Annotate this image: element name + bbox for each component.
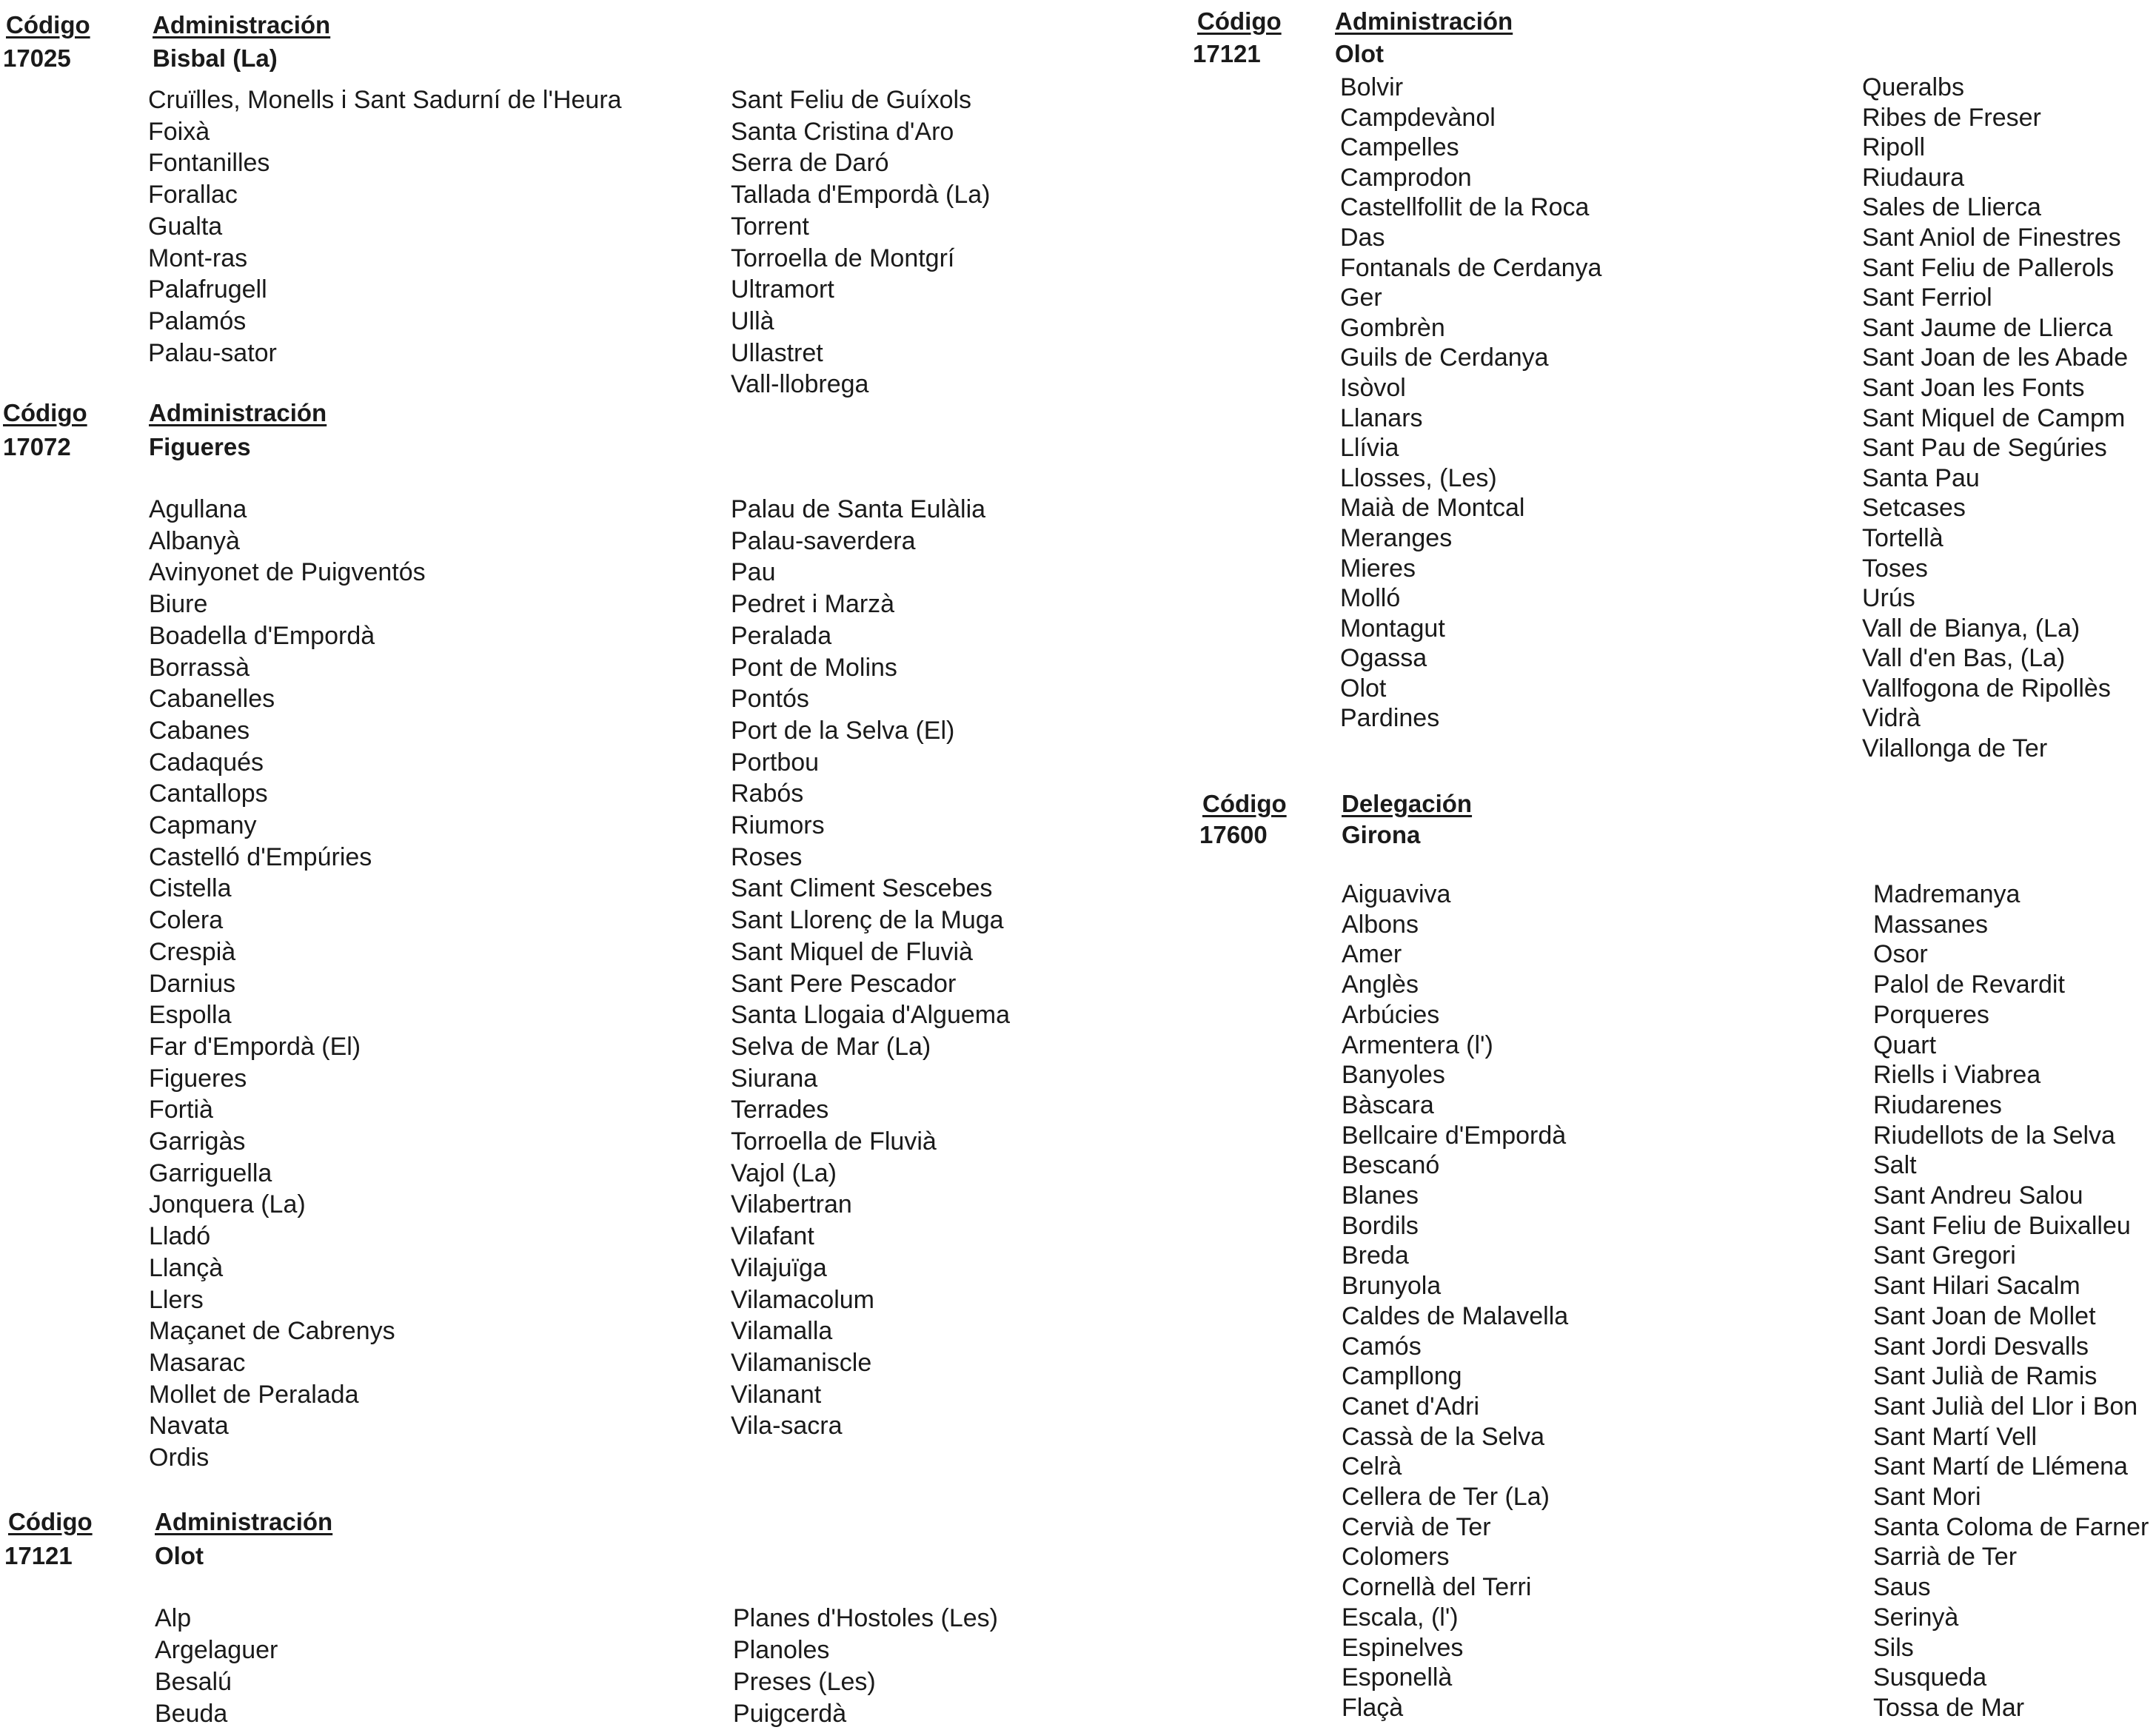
municipality-item: Vila-sacra (731, 1412, 843, 1441)
municipality-item: Fortià (149, 1096, 213, 1124)
municipality-item: Cellera de Ter (La) (1342, 1483, 1550, 1512)
municipality-item: Rabós (731, 779, 804, 808)
municipality-item: Urús (1862, 584, 1915, 613)
municipality-item: Preses (Les) (733, 1668, 876, 1696)
municipality-item: Meranges (1340, 523, 1453, 552)
municipality-item: Mieres (1340, 554, 1416, 583)
municipality-item: Gualta (148, 212, 223, 241)
municipality-item: Vajol (La) (731, 1159, 837, 1187)
municipality-item: Biure (149, 590, 208, 619)
office-name: Figueres (149, 433, 251, 460)
municipality-item: Vilamalla (731, 1317, 833, 1346)
municipality-item: Serra de Daró (731, 149, 889, 178)
municipality-item: Torroella de Fluvià (731, 1127, 937, 1156)
municipality-item: Tortellà (1862, 523, 1944, 552)
municipality-item: Albons (1342, 910, 1419, 939)
municipality-item: Crespià (149, 937, 236, 966)
municipality-item: Sant Martí Vell (1873, 1422, 2038, 1451)
municipality-item: Guils de Cerdanya (1340, 343, 1549, 372)
municipality-item: Campelles (1340, 133, 1459, 162)
municipality-item: Ordis (149, 1444, 210, 1472)
municipality-item: Camós (1342, 1332, 1422, 1361)
municipality-item: Jonquera (La) (149, 1190, 306, 1219)
municipality-item: Garriguella (149, 1159, 272, 1187)
municipality-item: Forallac (148, 181, 238, 209)
code-label: Código (6, 11, 90, 38)
municipality-item: Sant Joan de les Abade (1862, 343, 2129, 372)
municipality-item: Pontós (731, 685, 809, 714)
municipality-item: Canet d'Adri (1342, 1392, 1480, 1421)
municipality-item: Fontanilles (148, 149, 270, 178)
municipality-item: Campdevànol (1340, 103, 1496, 132)
administration-label: Administración (155, 1508, 333, 1535)
municipality-item: Santa Coloma de Farner (1873, 1512, 2149, 1541)
municipality-item: Far d'Empordà (El) (149, 1032, 361, 1061)
municipality-item: Sant Pere Pescador (731, 969, 957, 998)
municipality-item: Vilamacolum (731, 1285, 875, 1314)
municipality-item: Lladó (149, 1222, 211, 1251)
municipality-item: Flaçà (1342, 1693, 1404, 1722)
municipality-item: Serinyà (1873, 1603, 1959, 1632)
municipality-item: Cabanelles (149, 685, 275, 714)
municipality-list-col1 (1342, 879, 1568, 1723)
municipality-item: Torroella de Montgrí (731, 244, 955, 272)
municipality-item: Riumors (731, 811, 825, 840)
municipality-item: Palamós (148, 306, 247, 335)
municipality-item: Mont-ras (148, 244, 248, 272)
municipality-item: Sant Joan les Fonts (1862, 373, 2085, 402)
municipality-list-col2 (731, 84, 990, 400)
municipality-item: Blanes (1342, 1181, 1419, 1210)
municipality-item: Planes d'Hostoles (Les) (733, 1604, 998, 1632)
municipality-item: Palau-saverdera (731, 526, 916, 555)
municipality-item: Osor (1873, 940, 1928, 969)
municipality-item: Vilajuïga (731, 1253, 827, 1282)
municipality-item: Mollet de Peralada (149, 1380, 359, 1409)
municipality-item: Caldes de Malavella (1342, 1301, 1569, 1330)
municipality-item: Celrà (1342, 1452, 1402, 1481)
office-code: 17121 (1193, 40, 1261, 67)
municipality-item: Toses (1862, 554, 1928, 583)
code-label: Código (1202, 790, 1287, 817)
municipality-item: Colomers (1342, 1543, 1450, 1572)
municipality-item: Pardines (1340, 704, 1440, 733)
municipality-item: Quart (1873, 1030, 1937, 1059)
municipality-item: Tallada d'Empordà (La) (731, 181, 991, 209)
municipality-item: Torrent (731, 212, 809, 241)
municipality-item: Maçanet de Cabrenys (149, 1317, 395, 1346)
municipality-item: Anglès (1342, 970, 1419, 999)
municipality-item: Riudellots de la Selva (1873, 1121, 2115, 1150)
municipality-item: Figueres (149, 1064, 247, 1093)
municipality-item: Sant Miquel de Campm (1862, 403, 2126, 432)
municipality-item: Espolla (149, 1001, 232, 1030)
office-code: 17600 (1199, 821, 1268, 848)
municipality-item: Roses (731, 842, 803, 871)
municipality-item: Port de la Selva (El) (731, 716, 955, 745)
municipality-item: Esponellà (1342, 1663, 1453, 1692)
municipality-item: Llanars (1340, 403, 1423, 432)
municipality-item: Cervià de Ter (1342, 1512, 1491, 1541)
municipality-item: Sant Joan de Mollet (1873, 1301, 2096, 1330)
municipality-item: Breda (1342, 1241, 1409, 1270)
municipality-item: Vilabertran (731, 1190, 852, 1219)
administration-label: Administración (1335, 7, 1513, 35)
municipality-item: Llívia (1340, 434, 1399, 463)
administration-label: Administración (153, 11, 331, 38)
municipality-item: Capmany (149, 811, 257, 840)
municipality-item: Llosses, (Les) (1340, 463, 1497, 492)
municipality-item: Cruïlles, Monells i Sant Sadurní de l'Heura (148, 86, 622, 114)
municipality-item: Montagut (1340, 614, 1445, 643)
municipality-item: Sant Pau de Segúries (1862, 434, 2107, 463)
municipality-item: Aiguaviva (1342, 880, 1451, 908)
municipality-item: Palafrugell (148, 275, 267, 304)
municipality-item: Planoles (733, 1636, 830, 1664)
municipality-item: Amer (1342, 940, 1402, 969)
municipality-item: Banyoles (1342, 1061, 1445, 1090)
code-label: Código (3, 399, 87, 426)
municipality-item: Campllong (1342, 1362, 1462, 1391)
municipality-item: Portbou (731, 748, 820, 777)
municipality-item: Boadella d'Empordà (149, 621, 375, 650)
municipality-item: Palau de Santa Eulàlia (731, 495, 986, 523)
office-name: Olot (155, 1542, 204, 1569)
municipality-item: Bellcaire d'Empordà (1342, 1121, 1567, 1150)
municipality-item: Riells i Viabrea (1873, 1061, 2041, 1090)
municipality-item: Siurana (731, 1064, 818, 1093)
municipality-item: Argelaguer (155, 1636, 278, 1664)
municipality-item: Escala, (l') (1342, 1603, 1459, 1632)
municipality-item: Saus (1873, 1573, 1931, 1602)
municipality-list-col2 (1862, 73, 2128, 764)
office-code: 17121 (4, 1542, 73, 1569)
municipality-item: Ultramort (731, 275, 834, 304)
municipality-item: Sant Aniol de Finestres (1862, 223, 2121, 252)
municipality-item: Sant Jaume de Llierca (1862, 313, 2113, 342)
municipality-item: Setcases (1862, 494, 1966, 523)
municipality-list-col2 (1873, 879, 2149, 1723)
municipality-item: Selva de Mar (La) (731, 1032, 931, 1061)
office-code: 17072 (3, 433, 71, 460)
municipality-item: Cabanes (149, 716, 250, 745)
municipality-item: Olot (1340, 674, 1387, 703)
municipality-item: Cadaqués (149, 748, 264, 777)
municipality-item: Queralbs (1862, 73, 1964, 101)
municipality-item: Santa Llogaia d'Alguema (731, 1001, 1010, 1030)
municipality-item: Gombrèn (1340, 313, 1445, 342)
municipality-item: Navata (149, 1412, 229, 1441)
municipality-item: Borrassà (149, 653, 250, 682)
municipality-item: Cistella (149, 874, 232, 903)
municipality-item: Llançà (149, 1253, 224, 1282)
municipality-item: Vall-llobrega (731, 370, 869, 399)
municipality-item: Ripoll (1862, 133, 1926, 162)
code-label: Código (1197, 7, 1282, 35)
municipality-item: Bolvir (1340, 73, 1404, 101)
municipality-item: Riudarenes (1873, 1090, 2002, 1119)
municipality-item: Avinyonet de Puigventós (149, 558, 426, 587)
municipality-item: Sant Martí de Llémena (1873, 1452, 2128, 1481)
municipality-item: Sarrià de Ter (1873, 1543, 2018, 1572)
municipality-item: Vilamaniscle (731, 1348, 872, 1377)
municipality-item: Darnius (149, 969, 236, 998)
municipality-item: Vall d'en Bas, (La) (1862, 644, 2066, 673)
municipality-list-col1 (148, 84, 622, 369)
municipality-item: Colera (149, 906, 224, 935)
office-code: 17025 (3, 44, 71, 72)
municipality-item: Bordils (1342, 1211, 1419, 1240)
office-name: Olot (1335, 40, 1384, 67)
municipality-item: Maià de Montcal (1340, 494, 1525, 523)
municipality-item: Tossa de Mar (1873, 1693, 2025, 1722)
municipality-item: Pont de Molins (731, 653, 897, 682)
municipality-item: Ogassa (1340, 644, 1427, 673)
municipality-item: Agullana (149, 495, 247, 523)
municipality-list-col2 (733, 1603, 998, 1730)
municipality-list-col1 (1340, 73, 1601, 734)
municipality-item: Vall de Bianya, (La) (1862, 614, 2080, 643)
municipality-item: Sant Ferriol (1862, 284, 1992, 312)
municipality-item: Masarac (149, 1348, 246, 1377)
municipality-item: Vilallonga de Ter (1862, 734, 2048, 763)
municipality-item: Isòvol (1340, 373, 1406, 402)
municipality-list-col1 (155, 1603, 278, 1730)
municipality-item: Massanes (1873, 910, 1988, 939)
municipality-item: Pau (731, 558, 776, 587)
municipality-item: Sils (1873, 1633, 1914, 1662)
municipality-item: Bàscara (1342, 1090, 1434, 1119)
municipality-item: Susqueda (1873, 1663, 1987, 1692)
municipality-item: Sant Feliu de Buixalleu (1873, 1211, 2131, 1240)
municipality-item: Albanyà (149, 526, 240, 555)
municipality-item: Sant Gregori (1873, 1241, 2016, 1270)
municipality-item: Castelló d'Empúries (149, 842, 372, 871)
municipality-item: Santa Cristina d'Aro (731, 117, 954, 146)
municipality-item: Sant Julià del Llor i Bon (1873, 1392, 2138, 1421)
municipality-list-col2 (731, 494, 1010, 1442)
municipality-item: Espinelves (1342, 1633, 1464, 1662)
municipality-item: Foixà (148, 117, 210, 146)
office-name: Girona (1342, 821, 1421, 848)
municipality-item: Ger (1340, 284, 1382, 312)
code-label: Código (8, 1508, 93, 1535)
municipality-item: Vallfogona de Ripollès (1862, 674, 2111, 703)
delegation-label: Delegación (1342, 790, 1473, 817)
municipality-item: Cantallops (149, 779, 268, 808)
municipality-item: Sales de Llierca (1862, 193, 2041, 222)
municipality-item: Armentera (l') (1342, 1030, 1493, 1059)
municipality-item: Porqueres (1873, 1000, 1989, 1029)
municipality-item: Puigcerdà (733, 1700, 847, 1728)
municipality-item: Pedret i Marzà (731, 590, 895, 619)
municipality-item: Beuda (155, 1700, 228, 1728)
municipality-item: Vidrà (1862, 704, 1921, 733)
municipality-item: Das (1340, 223, 1385, 252)
municipality-item: Alp (155, 1604, 192, 1632)
municipality-item: Sant Llorenç de la Muga (731, 906, 1004, 935)
municipality-item: Sant Feliu de Pallerols (1862, 253, 2115, 282)
municipality-item: Camprodon (1340, 163, 1472, 192)
municipality-item: Sant Julià de Ramis (1873, 1362, 2098, 1391)
municipality-item: Llers (149, 1285, 204, 1314)
municipality-item: Ullastret (731, 338, 823, 367)
right-page-half (1155, 0, 2156, 1724)
office-name: Bisbal (La) (153, 44, 278, 72)
municipality-item: Arbúcies (1342, 1000, 1440, 1029)
municipality-item: Madremanya (1873, 880, 2021, 908)
municipality-item: Riudaura (1862, 163, 1964, 192)
municipality-list-col1 (149, 494, 426, 1474)
municipality-item: Sant Climent Sescebes (731, 874, 993, 903)
municipality-item: Garrigàs (149, 1127, 246, 1156)
municipality-item: Ullà (731, 306, 774, 335)
administration-label: Administración (149, 399, 327, 426)
municipality-item: Sant Feliu de Guíxols (731, 86, 972, 114)
municipality-item: Sant Miquel de Fluvià (731, 937, 973, 966)
municipality-item: Fontanals de Cerdanya (1340, 253, 1602, 282)
municipality-item: Molló (1340, 584, 1401, 613)
municipality-item: Santa Pau (1862, 463, 1980, 492)
municipality-item: Sant Jordi Desvalls (1873, 1332, 2089, 1361)
municipality-item: Terrades (731, 1096, 829, 1124)
municipality-item: Palau-sator (148, 338, 277, 367)
municipality-item: Vilanant (731, 1380, 822, 1409)
municipality-item: Vilafant (731, 1222, 814, 1251)
municipality-item: Besalú (155, 1668, 232, 1696)
municipality-item: Brunyola (1342, 1272, 1442, 1301)
municipality-item: Bescanó (1342, 1151, 1440, 1180)
municipality-item: Sant Mori (1873, 1483, 1981, 1512)
municipality-item: Peralada (731, 621, 832, 650)
municipality-item: Sant Hilari Sacalm (1873, 1272, 2080, 1301)
municipality-item: Cornellà del Terri (1342, 1573, 1532, 1602)
municipality-item: Salt (1873, 1151, 1917, 1180)
municipality-item: Ribes de Freser (1862, 103, 2041, 132)
municipality-item: Sant Andreu Salou (1873, 1181, 2083, 1210)
municipality-item: Palol de Revardit (1873, 970, 2065, 999)
municipality-item: Cassà de la Selva (1342, 1422, 1545, 1451)
municipality-item: Castellfollit de la Roca (1340, 193, 1590, 222)
